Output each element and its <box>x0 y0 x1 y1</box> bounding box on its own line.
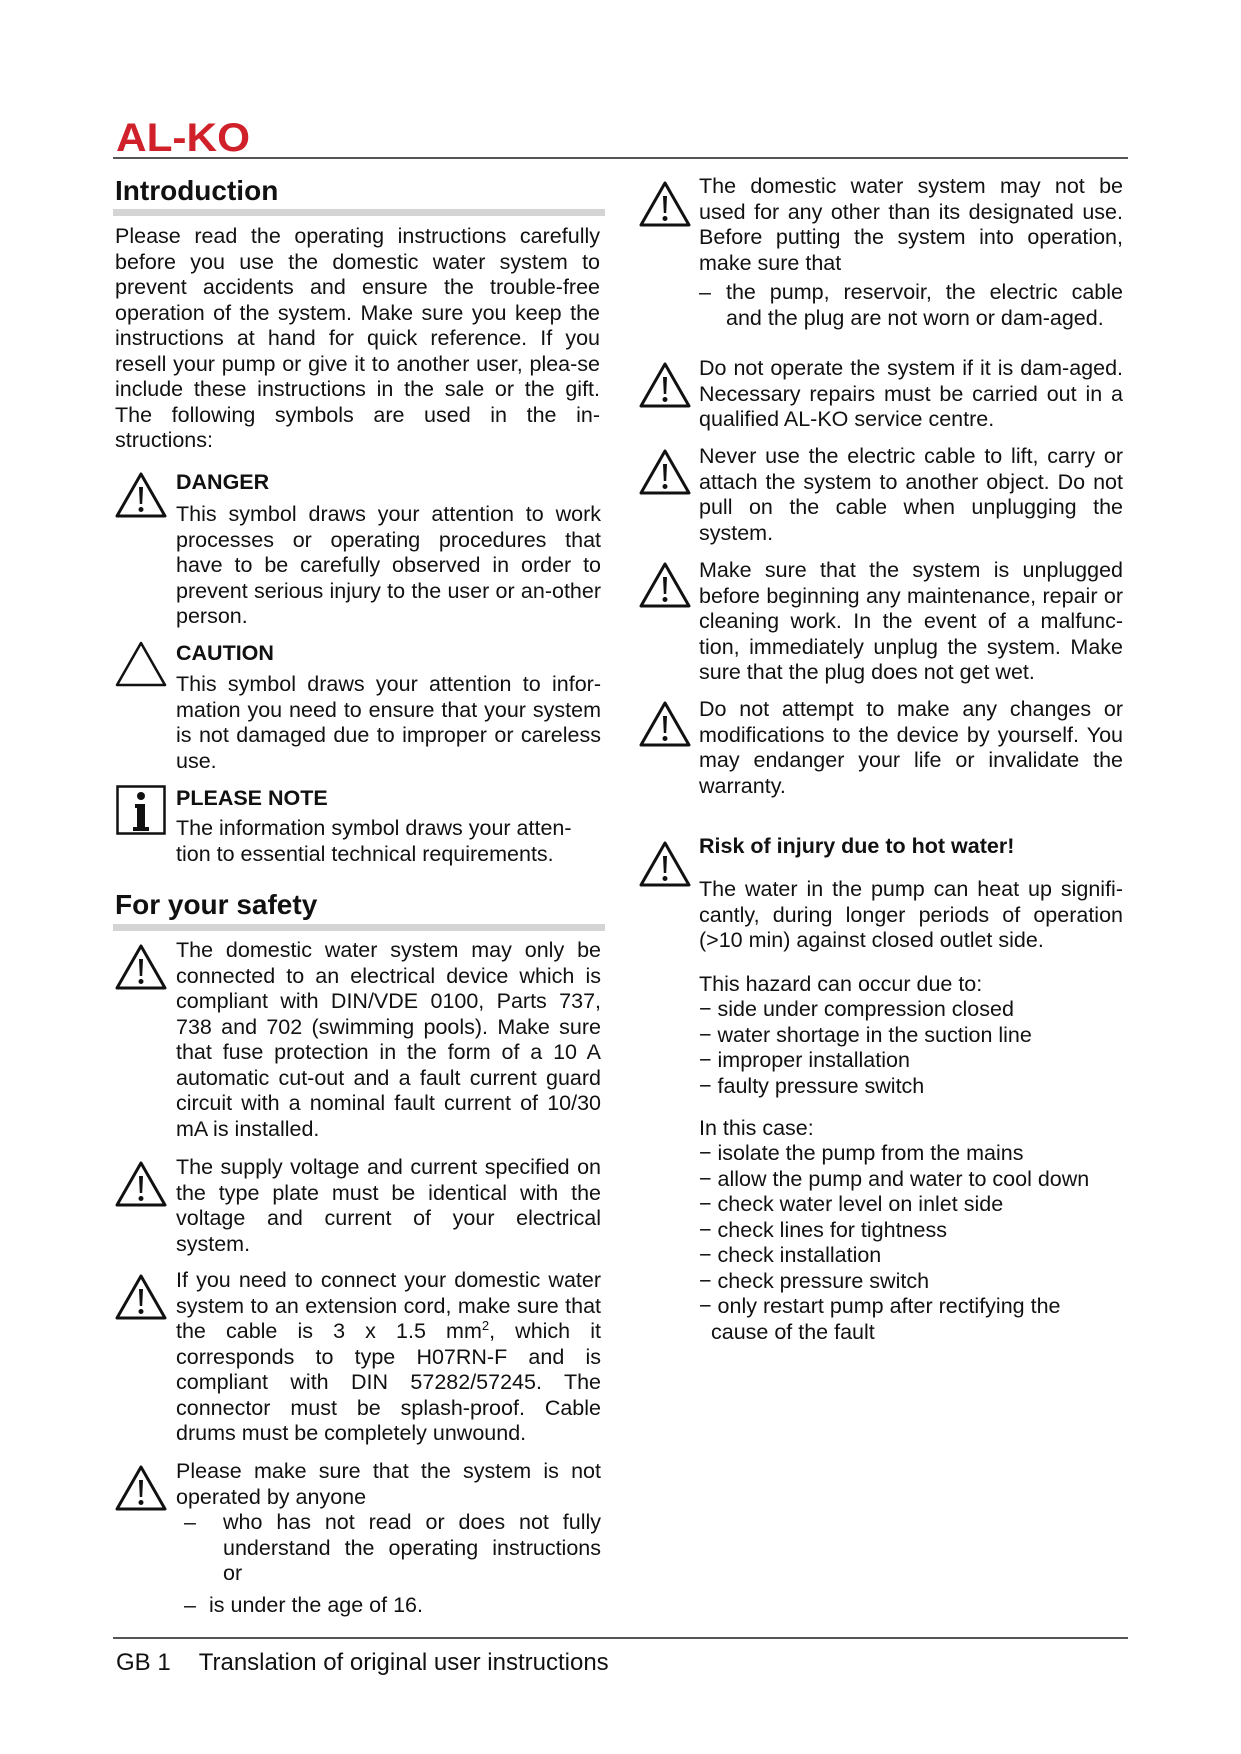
warning-triangle-icon <box>638 700 692 748</box>
warning-triangle-icon <box>114 1464 168 1512</box>
svg-text:AL-KO: AL-KO <box>116 117 250 157</box>
causes-intro: This hazard can occur due to: <box>699 972 983 996</box>
list-dash: – <box>699 280 711 304</box>
hot-water-text: The water in the pump can heat up signifi-cantly, during longer periods of operation (>10 min) against closed outlet side. <box>699 877 1123 952</box>
list-item: − isolate the pump from the mains <box>699 1141 1024 1165</box>
list-item: − check lines for tightness <box>699 1217 947 1242</box>
header-rule <box>113 157 1128 159</box>
list-dash: – <box>184 1593 196 1617</box>
safety-heading: For your safety <box>115 889 318 920</box>
warning-triangle-icon <box>114 943 168 991</box>
right-paragraph-4: Make sure that the system is unplugged before beginning any maintenance, repair or cleaning work. In the event of a malfunc-tion, immediately unplug the system. Make sure that the plug does not get wet. <box>699 558 1123 684</box>
hot-water-heading: Risk of injury due to hot water! <box>699 834 1015 858</box>
note-title: PLEASE NOTE <box>176 786 328 810</box>
info-icon <box>116 785 166 835</box>
warning-triangle-icon <box>638 361 692 409</box>
warning-triangle-icon <box>638 561 692 609</box>
list-item: who has not read or does not fully understand the operating instructions or <box>223 1510 601 1585</box>
danger-title: DANGER <box>176 470 270 494</box>
safety-paragraph-2: The supply voltage and current specified on the type plate must be identical with the voltage and current of your electrical system. <box>176 1155 601 1256</box>
list-item: − only restart pump after rectifying the <box>699 1294 1061 1318</box>
note-text: The information symbol draws your atten-tion to essential technical requirements. <box>176 816 572 866</box>
danger-text: This symbol draws your attention to work processes or operating procedures that have to be carefully observed in order to prevent serious injury to the user or an-other person. <box>176 502 601 628</box>
right-paragraph-3: Never use the electric cable to lift, carry or attach the system to another object. Do not pull on the cable when unplugging the system. <box>699 444 1123 545</box>
list-item: − check water level on inlet side <box>699 1192 1004 1216</box>
right-paragraph-1: The domestic water system may not be used for any other than its designated use. Before putting the system into operation, make sure that <box>699 174 1123 275</box>
list-item: − check pressure switch <box>699 1268 930 1293</box>
list-item: − improper installation <box>699 1048 910 1072</box>
warning-triangle-icon <box>638 448 692 496</box>
footer-rule <box>113 1637 1128 1639</box>
warning-triangle-icon <box>638 180 692 228</box>
caution-text: This symbol draws your attention to infor-mation you need to ensure that your system is not damaged due to improper or careless use. <box>176 672 601 773</box>
list-item: − check installation <box>699 1243 882 1267</box>
list-item-continuation: cause of the fault <box>711 1319 875 1344</box>
list-item: − faulty pressure switch <box>699 1073 925 1098</box>
footer <box>116 1648 637 1678</box>
warning-triangle-icon <box>114 1273 168 1321</box>
safety-paragraph-4: Please make sure that the system is not operated by anyone <box>176 1459 601 1509</box>
case-intro: In this case: <box>699 1116 814 1140</box>
list-item: is under the age of 16. <box>209 1593 423 1617</box>
intro-heading: Introduction <box>115 175 279 206</box>
actions-list <box>699 1141 1089 1345</box>
intro-paragraph: Please read the operating instructions carefully before you use the domestic water system to prevent accidents and ensure the trouble-free operation of the system. Make sure you keep the instructions at hand for quick reference. If you resell your pump or give it to another user, plea-se include these instructions in the sale or the gift. The following symbols are used in the in-structions: <box>115 224 600 452</box>
causes-list <box>699 997 1032 1099</box>
page-number: GB 1 <box>116 1649 171 1676</box>
list-dash: – <box>184 1510 196 1534</box>
right-paragraph-2: Do not operate the system if it is dam-aged. Necessary repairs must be carried out in a qualified AL-KO service centre. <box>699 356 1123 431</box>
safety-paragraph-3: If you need to connect your domestic water system to an extension cord, make sure that the cable is 3 x 1.5 $mm^2$, which it corresponds to type H07RN-F and is compliant with DIN 57282/57245. The connector must be splash-proof. Cable drums must be completely unwound. <box>176 1268 601 1445</box>
caution-triangle-icon <box>114 640 168 688</box>
warning-triangle-icon <box>114 1160 168 1208</box>
list-item: − allow the pump and water to cool down <box>699 1166 1090 1191</box>
list-item: − side under compression closed <box>699 997 1014 1021</box>
warning-triangle-icon <box>638 840 692 888</box>
list-item: the pump, reservoir, the electric cable and the plug are not worn or dam-aged. <box>726 280 1123 330</box>
caution-title: CAUTION <box>176 641 274 665</box>
right-paragraph-5: Do not attempt to make any changes or modifications to the device by yourself. You may endanger your life or invalidate the warranty. <box>699 697 1123 798</box>
warning-triangle-icon <box>114 471 168 519</box>
footer-text: Translation of original user instructions <box>198 1649 609 1676</box>
al-ko-logo <box>116 117 252 157</box>
safety-paragraph-1: The domestic water system may only be connected to an electrical device which is compliant with DIN/VDE 0100, Parts 737, 738 and 702 (swimming pools). Make sure that fuse protection in the form of a 10 A automatic cut-out and a fault current guard circuit with a nominal fault current of 10/30 mA is installed. <box>176 938 601 1141</box>
safety-heading-bar <box>113 924 605 931</box>
intro-heading-bar <box>113 209 605 216</box>
list-item: − water shortage in the suction line <box>699 1022 1032 1047</box>
